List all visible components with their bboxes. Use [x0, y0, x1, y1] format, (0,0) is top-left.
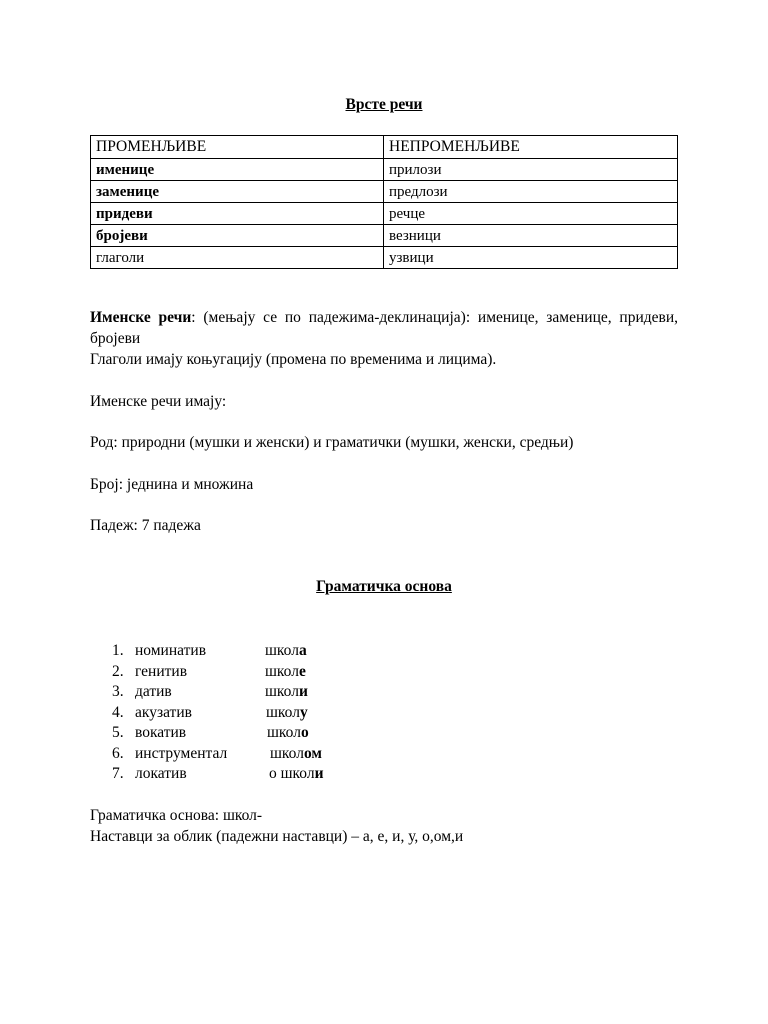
- changeable-cell: придеви: [91, 203, 384, 225]
- case-ending: о: [300, 724, 309, 741]
- case-name: вокатив: [135, 724, 187, 741]
- case-form: [270, 743, 322, 764]
- nominal-words-term: Именске речи: [90, 309, 192, 326]
- table-row: [91, 159, 678, 181]
- unchangeable-cell: прилози: [384, 159, 678, 181]
- case-number: 2.: [112, 662, 124, 680]
- paragraph-case: Падеж: 7 падежа: [90, 517, 201, 534]
- case-stem: о школ: [269, 765, 315, 782]
- case-form: [269, 763, 324, 784]
- list-item: [112, 640, 307, 661]
- case-form: [266, 702, 308, 723]
- paragraph-number: Број: једнина и множина: [90, 476, 254, 493]
- nominal-words-definition: : (мењају се по падежима-деклинација): именице, заменице, придеви, бројеви: [90, 309, 678, 347]
- case-stem: школ: [265, 683, 299, 700]
- case-ending: ом: [303, 744, 322, 762]
- word-types-table: [90, 135, 678, 269]
- case-form: [265, 661, 306, 682]
- case-ending: и: [314, 765, 324, 782]
- table-header-row: [91, 136, 678, 159]
- paragraph-stem: Граматичка основа: школ-: [90, 807, 263, 824]
- list-item: [112, 702, 308, 723]
- case-name: датив: [135, 683, 172, 700]
- list-item: [112, 722, 309, 743]
- case-name: инструментал: [135, 744, 228, 762]
- case-form: [267, 722, 309, 743]
- table-row: [91, 247, 678, 269]
- changeable-cell: именице: [91, 159, 384, 181]
- case-stem: школ: [270, 744, 304, 762]
- case-stem: школ: [266, 703, 300, 721]
- changeable-cell: заменице: [91, 181, 384, 203]
- case-name: локатив: [135, 765, 187, 782]
- case-number: 1.: [112, 642, 124, 659]
- changeable-cell: бројеви: [91, 225, 384, 247]
- table-row: [91, 225, 678, 247]
- header-unchangeable: НЕПРОМЕНЉИВЕ: [384, 136, 678, 159]
- changeable-cell: глаголи: [91, 247, 384, 269]
- case-ending: а: [298, 642, 307, 659]
- case-name: акузатив: [135, 703, 192, 721]
- table-row: [91, 181, 678, 203]
- list-item: [112, 681, 308, 702]
- case-stem: школ: [265, 642, 299, 659]
- table-row: [91, 203, 678, 225]
- case-stem: школ: [265, 662, 299, 680]
- case-ending: у: [299, 703, 308, 721]
- title-word-types: Врсте речи: [345, 96, 423, 113]
- unchangeable-cell: везници: [384, 225, 678, 247]
- case-number: 7.: [112, 765, 124, 782]
- case-number: 6.: [112, 744, 124, 762]
- case-name: генитив: [135, 662, 188, 680]
- header-changeable: ПРОМЕНЉИВЕ: [91, 136, 384, 159]
- case-ending: е: [298, 662, 306, 680]
- case-form: [265, 681, 308, 702]
- paragraph-nominal-words: [90, 307, 678, 349]
- unchangeable-cell: предлози: [384, 181, 678, 203]
- case-number: 5.: [112, 724, 124, 741]
- unchangeable-cell: речце: [384, 203, 678, 225]
- list-item: [112, 743, 322, 764]
- paragraph-verbs: Глаголи имају коњугацију (промена по временима и лицима).: [90, 351, 497, 368]
- case-number: 3.: [112, 683, 124, 700]
- list-item: [112, 763, 324, 784]
- paragraph-nominal-have: Именске речи имају:: [90, 393, 227, 410]
- case-form: [265, 640, 307, 661]
- paragraph-endings: Наставци за облик (падежни наставци) – а, е, и, у, о,ом,и: [90, 828, 464, 845]
- title-grammatical-stem: Граматичка основа: [316, 578, 452, 595]
- case-name: номинатив: [135, 642, 207, 659]
- case-stem: школ: [267, 724, 301, 741]
- case-ending: и: [298, 683, 308, 700]
- case-number: 4.: [112, 703, 124, 721]
- paragraph-gender: Род: природни (мушки и женски) и граматички (мушки, женски, средњи): [90, 434, 574, 451]
- unchangeable-cell: узвици: [384, 247, 678, 269]
- list-item: [112, 661, 306, 682]
